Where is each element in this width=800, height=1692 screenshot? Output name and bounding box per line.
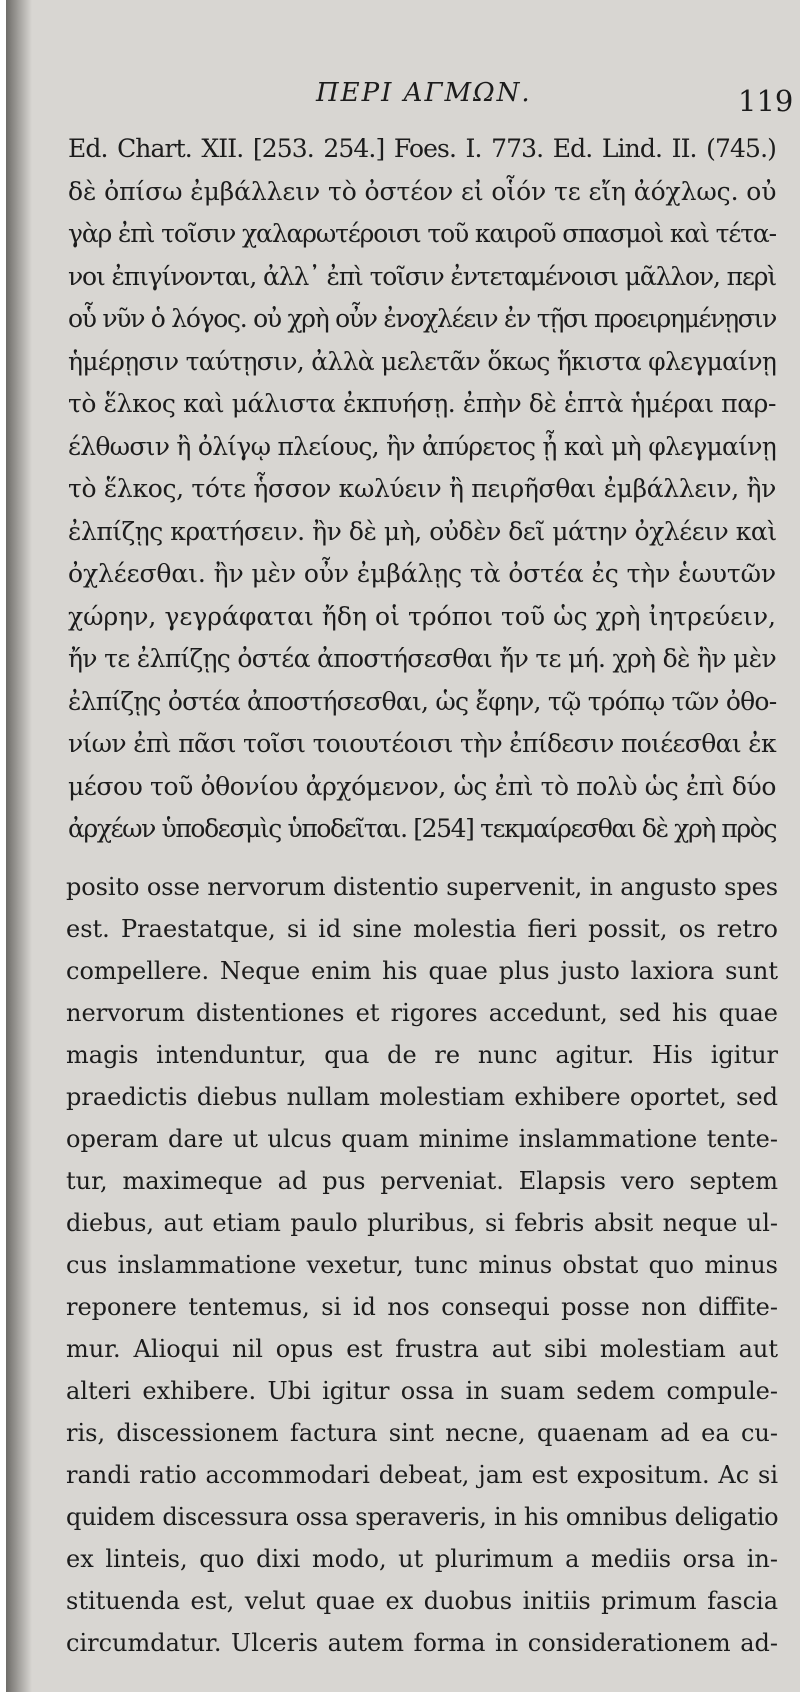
page-number: 119 [738, 84, 794, 118]
latin-text-line: randi ratio accommodari debeat, jam est expositum. Ac si [66, 1461, 778, 1489]
greek-text-line: γὰρ ἐπὶ τοῖσιν χαλαρωτέροισι τοῦ καιροῦ σπασμοὶ καὶ τέτα- [68, 219, 776, 248]
greek-text-line: νίων ἐπὶ πᾶσι τοῖσι τοιουτέοισι τὴν ἐπίδεσιν ποιέεσθαι ἐκ [68, 729, 776, 758]
latin-text-line: mur. Alioqui nil opus est frustra aut sibi molestiam aut [66, 1335, 778, 1363]
greek-text-line: δὲ ὀπίσω ἐμβάλλειν τὸ ὀστέον εἰ οἷόν τε εἴη ἀόχλως. οὐ [68, 176, 777, 206]
greek-text-line: τὸ ἕλκος καὶ μάλιστα ἐκπυήσῃ. ἐπὴν δὲ ἑπτὰ ἡμέραι παρ- [68, 389, 776, 418]
greek-text-line: ἀρχέων ὑποδεσμὶς ὑποδεῖται. [254] τεκμαίρεσθαι δὲ χρὴ πρὸς [68, 814, 777, 843]
latin-text-block [66, 866, 778, 1664]
page-header [6, 74, 800, 118]
latin-text-line: posito osse nervorum distentio supervenit, in angusto spes [66, 873, 778, 901]
latin-text-line: nervorum distentiones et rigores accedunt, sed his quae [66, 999, 778, 1027]
latin-text-line: magis intenduntur, qua de re nunc agitur. His igitur [66, 1041, 778, 1069]
greek-text-line: τὸ ἕλκος, τότε ἧσσον κωλύειν ἢ πειρῆσθαι ἐμβάλλειν, ἢν [68, 474, 776, 503]
running-title: ΠΕΡΙ ΑΓΜΩΝ. [316, 78, 532, 108]
latin-text-line: tur, maximeque ad pus perveniat. Elapsis vero septem [66, 1167, 778, 1195]
page-gutter-shadow [6, 0, 32, 1692]
book-page [6, 0, 800, 1692]
greek-text-line: χώρην, γεγράφαται ἤδη οἱ τρόποι τοῦ ὡς χρὴ ἰητρεύειν, [68, 601, 776, 631]
greek-text-line: οὗ νῦν ὁ λόγος. οὐ χρὴ οὖν ἐνοχλέειν ἐν τῇσι προειρημένῃσιν [68, 304, 776, 333]
latin-text-line: ex linteis, quo dixi modo, ut plurimum a mediis orsa in- [66, 1545, 778, 1573]
latin-text-line: alteri exhibere. Ubi igitur ossa in suam sedem compule- [66, 1377, 778, 1405]
greek-text-line: ἤν τε ἐλπίζῃς ὀστέα ἀποστήσεσθαι ἤν τε μή. χρὴ δὲ ἢν μὲν [68, 644, 776, 673]
latin-text-line: circumdatur. Ulceris autem forma in considerationem ad- [66, 1629, 778, 1657]
greek-text-line: ἐλπίζῃς ὀστέα ἀποστήσεσθαι, ὡς ἔφην, τῷ τρόπῳ τῶν ὀθο- [68, 686, 777, 716]
greek-text-line: ὀχλέεσθαι. ἢν μὲν οὖν ἐμβάλῃς τὰ ὀστέα ἐς τὴν ἑωυτῶν [68, 559, 776, 588]
latin-text-line: diebus, aut etiam paulo pluribus, si febris absit neque ul- [66, 1209, 778, 1237]
greek-text-block [68, 128, 776, 851]
latin-text-line: quidem discessura ossa speraveris, in his omnibus deligatio [66, 1503, 779, 1531]
latin-text-line: praedictis diebus nullam molestiam exhibere oportet, sed [66, 1083, 778, 1111]
latin-text-line: ris, discessionem factura sint necne, quaenam ad ea cu- [66, 1419, 778, 1447]
latin-text-line: operam dare ut ulcus quam minime inslammatione tente- [66, 1125, 778, 1153]
greek-text-line: μέσου τοῦ ὀθονίου ἀρχόμενον, ὡς ἐπὶ τὸ πολὺ ὡς ἐπὶ δύο [68, 771, 776, 801]
latin-text-line: compellere. Neque enim his quae plus justo laxiora sunt [66, 957, 778, 985]
latin-text-line: reponere tentemus, si id nos consequi posse non diffite- [66, 1293, 778, 1321]
greek-text-line: έλθωσιν ἢ ὀλίγῳ πλείους, ἢν ἀπύρετος ᾖ καὶ μὴ φλεγμαίνῃ [68, 431, 776, 461]
latin-text-line: stituenda est, velut quae ex duobus initiis primum fascia [66, 1587, 778, 1615]
latin-text-line: cus inslammatione vexetur, tunc minus obstat quo minus [66, 1251, 778, 1279]
greek-text-line: ἐλπίζῃς κρατήσειν. ἢν δὲ μὴ, οὐδὲν δεῖ μάτην ὀχλέειν καὶ [68, 516, 777, 546]
edition-reference-line: Ed. Chart. XII. [253. 254.] Foes. I. 773. Ed. Lind. II. (745.) [68, 134, 776, 163]
greek-text-line: νοι ἐπιγίνονται, ἀλλ᾽ ἐπὶ τοῖσιν ἐντεταμένοισι μᾶλλον, περὶ [68, 261, 776, 291]
latin-text-line: est. Praestatque, si id sine molestia fieri possit, os retro [66, 915, 778, 943]
greek-text-line: ἡμέρῃσιν ταύτῃσιν, ἀλλὰ μελετᾶν ὅκως ἥκιστα φλεγμαίνῃ [68, 346, 777, 376]
